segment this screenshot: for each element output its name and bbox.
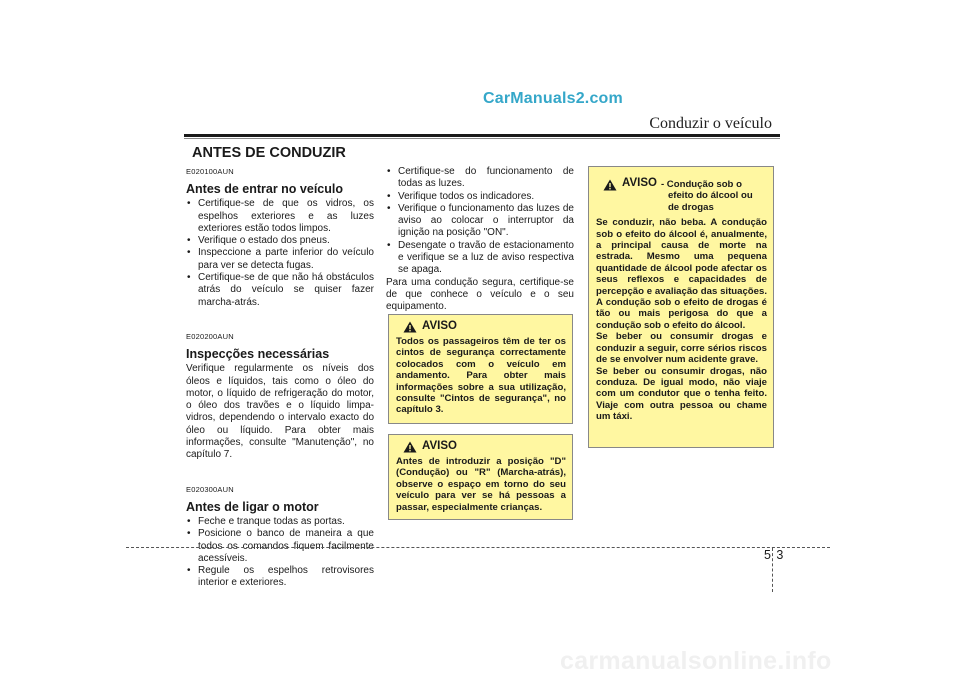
bullet-list: [386, 166, 574, 277]
chapter-title: ANTES DE CONDUZIR: [192, 145, 346, 161]
warning-paragraph: Se conduzir, não beba. A condução sob o efeito do álcool é, anualmente, a principal causa de morte na estrada. Mesmo uma pequena quantidade de álcool pode afectar os seus reflexos e capacidades de percepção e avaliação das situações. A condução sob o efeito de drogas é tão ou mais perigosa do que a condução sob o efeito do álcool.: [596, 217, 767, 331]
section-before-starting: [186, 484, 374, 590]
page-number: 5 3: [764, 548, 784, 562]
section-entering-vehicle: [186, 166, 374, 309]
warning-text: [596, 217, 767, 422]
section-code: E020300AUN: [186, 484, 234, 494]
warning-paragraph: Se beber ou consumir drogas, não conduza. De igual modo, não viaje com um condutor que o tenha feito. Viaje com outra pessoa ou chame um táxi.: [596, 365, 767, 423]
list-item: • Feche e tranque todas as portas.: [186, 516, 374, 528]
warning-box-alcohol-drugs: [588, 166, 774, 448]
warning-header: [596, 178, 767, 213]
safety-text: Para uma condução segura, certifique-se de que conhece o veículo e o seu equipamento.: [386, 276, 574, 313]
warning-header: [396, 321, 566, 333]
list-item: • Posicione o banco de maneira a que todos os comandos fiquem facilmente acessíveis.: [186, 528, 374, 565]
warning-header: [396, 441, 566, 453]
list-item: • Desengate o travão de estacionamento e verifique se a luz de aviso respectiva se apaga.: [386, 240, 574, 277]
section-title: Antes de ligar o motor: [186, 499, 319, 514]
bullet-list: [186, 516, 374, 590]
list-item: • Verifique todos os indicadores.: [386, 191, 574, 203]
warning-title: AVISO: [622, 177, 657, 189]
bullet-list: [186, 198, 374, 309]
list-item: • Certifique-se de que os vidros, os espelhos exteriores e as luzes exteriores estão todos limpos.: [186, 198, 374, 235]
list-item: • Verifique o estado dos pneus.: [186, 235, 374, 247]
warning-text: Todos os passageiros têm de ter os cintos de segurança correctamente colocados com o veículo em andamento. Para obter mais informações sobre a sua utilização, consulte "Cintos de segurança", no capítulo 3.: [396, 336, 566, 416]
header-rule-thin: [184, 138, 780, 139]
section-header: Conduzir o veículo: [649, 115, 772, 132]
list-item: • Regule os espelhos retrovisores interior e exteriores.: [186, 565, 374, 590]
column-2: [386, 166, 574, 314]
warning-triangle-icon: [603, 179, 617, 191]
header-rule: [184, 134, 780, 137]
footer-rule: [126, 547, 830, 548]
watermark-top: CarManuals2.com: [483, 90, 623, 107]
warning-triangle-icon: [403, 321, 417, 333]
section-inspections: [186, 331, 374, 462]
warning-box-surroundings: [388, 434, 573, 520]
section-code: E020200AUN: [186, 331, 234, 341]
watermark-bottom: carmanualsonline.info: [560, 647, 832, 675]
warning-triangle-icon: [403, 441, 417, 453]
warning-subtitle: [661, 179, 753, 213]
section-title: Inspecções necessárias: [186, 347, 330, 362]
warning-title: AVISO: [422, 440, 457, 453]
list-item: • Verifique o funcionamento das luzes de aviso ao colocar o interruptor da ignição na posição "ON".: [386, 203, 574, 240]
section-code: E020100AUN: [186, 167, 234, 176]
warning-subtitle-line: - Condução sob o: [660, 179, 742, 190]
warning-title: AVISO: [422, 320, 457, 333]
warning-subtitle-line: de drogas: [667, 201, 714, 213]
warning-paragraph: Se beber ou consumir drogas e conduzir a seguir, corre sérios riscos de se envolver num acidente grave.: [596, 331, 767, 366]
warning-subtitle-line: efeito do álcool ou: [667, 190, 753, 202]
warning-box-seatbelts: [388, 314, 573, 424]
list-item: • Certifique-se de que não há obstáculos atrás do veículo se quiser fazer marcha-atrás.: [186, 272, 374, 309]
list-item: • Inspeccione a parte inferior do veículo para ver se detecta fugas.: [186, 247, 374, 272]
column-1: [186, 166, 374, 603]
page-divider: [772, 548, 773, 592]
list-item: • Certifique-se do funcionamento de todas as luzes.: [386, 166, 574, 191]
section-title: Antes de entrar no veículo: [186, 182, 343, 197]
warning-text: Antes de introduzir a posição "D" (Condução) ou "R" (Marcha-atrás), observe o espaço em torno do seu veículo para ver se há pessoas a passar, especialmente crianças.: [396, 456, 566, 513]
section-text: Verifique regularmente os níveis dos óleos e líquidos, tais como o óleo do motor, o líquido de refrigeração do motor, o óleo dos travões e o líquido limpa-vidros, dependendo o intervalo exacto do óleo ou líquido. Para obter mais informações, consulte "Manutenção", no capítulo 7.: [186, 363, 374, 461]
